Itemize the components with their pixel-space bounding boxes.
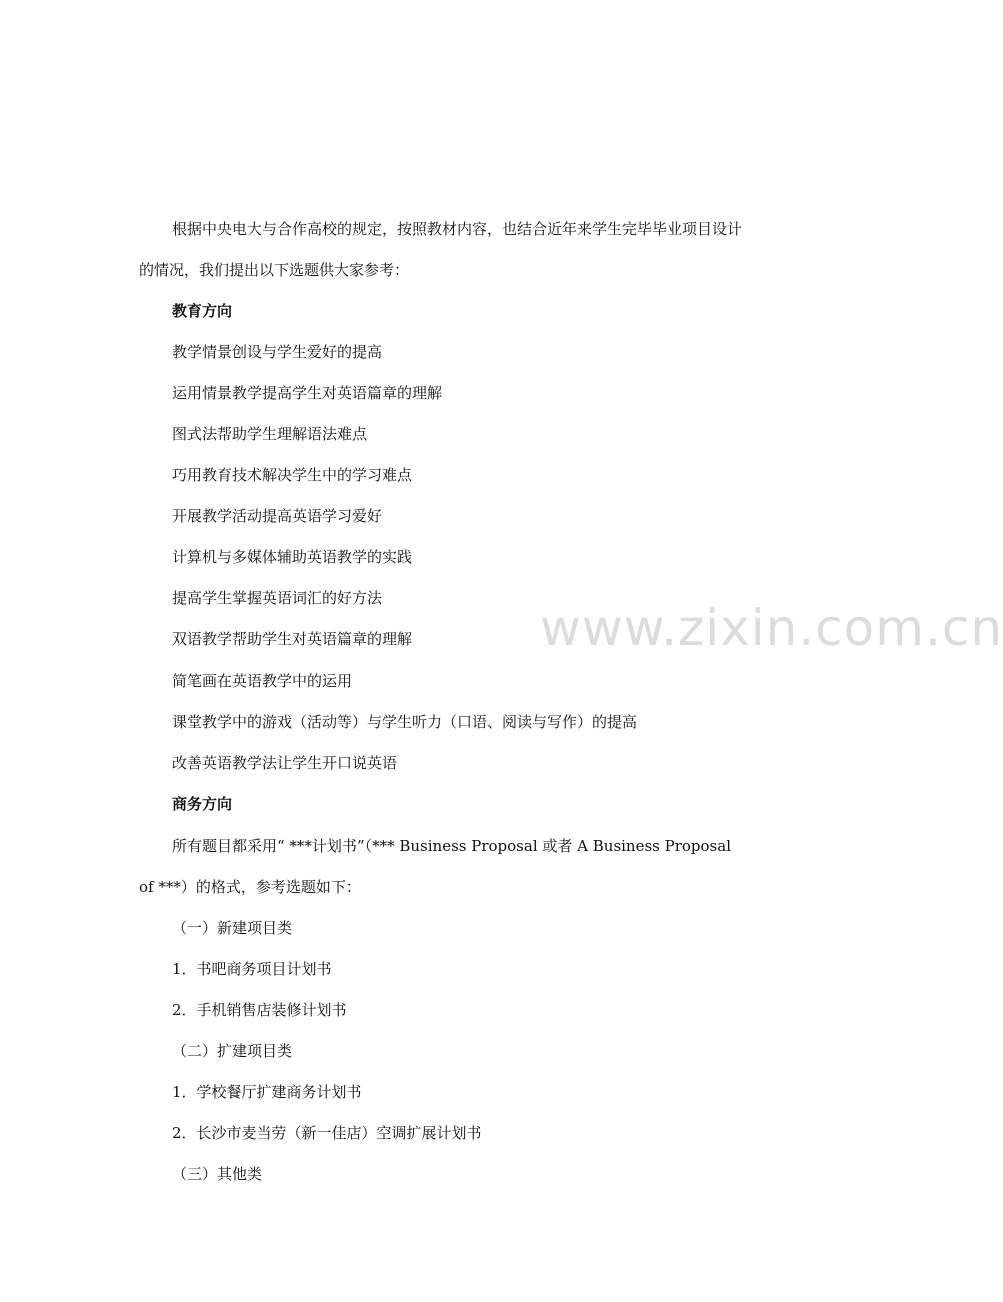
intro-paragraph-line-2: 的情况，我们提出以下选题供大家参考： [139,261,410,279]
business-intro-line-2: of ***）的格式，参考选题如下： [139,878,361,896]
intro-paragraph-line-1: 根据中央电大与合作高校的规定，按照教材内容，也结合近年来学生完毕毕业项目设计 [172,220,743,238]
education-topic: 教学情景创设与学生爱好的提高 [172,343,383,361]
watermark: www.zixin.com.cn [540,599,1003,657]
education-topic: 简笔画在英语教学中的运用 [172,672,353,690]
category-title-new-projects: （一）新建项目类 [172,919,293,937]
education-topic: 提高学生掌握英语词汇的好方法 [172,589,383,607]
category-title-other: （三）其他类 [172,1165,263,1183]
education-topic: 图式法帮助学生理解语法难点 [172,425,368,443]
section-heading-business: 商务方向 [172,795,233,813]
education-topic: 巧用教育技术解决学生中的学习难点 [172,466,413,484]
education-topic: 双语教学帮助学生对英语篇章的理解 [172,630,413,648]
category-item: 2．手机销售店装修计划书 [172,1001,347,1019]
education-topic: 课堂教学中的游戏（活动等）与学生听力（口语、阅读与写作）的提高 [172,713,638,731]
education-topic: 计算机与多媒体辅助英语教学的实践 [172,548,413,566]
category-item: 2．长沙市麦当劳（新一佳店）空调扩展计划书 [172,1124,482,1142]
category-item: 1．学校餐厅扩建商务计划书 [172,1083,362,1101]
section-heading-education: 教育方向 [172,302,233,320]
category-item: 1．书吧商务项目计划书 [172,960,332,978]
education-topic: 开展教学活动提高英语学习爱好 [172,507,383,525]
education-topic: 改善英语教学法让学生开口说英语 [172,754,398,772]
category-title-expansion-projects: （二）扩建项目类 [172,1042,293,1060]
business-intro-line-1: 所有题目都采用“ ***计划书”（*** Business Proposal 或者 A Business Proposal [172,837,732,855]
education-topic: 运用情景教学提高学生对英语篇章的理解 [172,384,443,402]
